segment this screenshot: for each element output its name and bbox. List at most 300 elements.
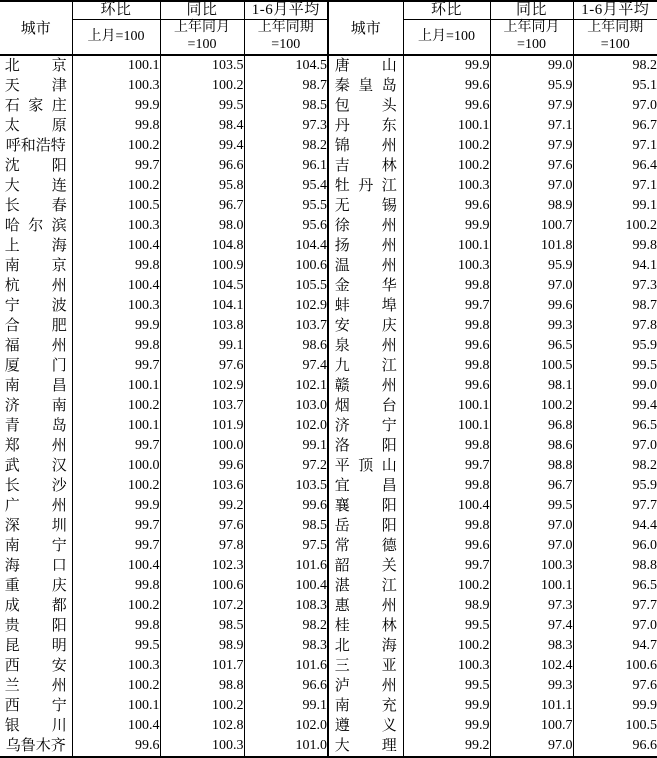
header-sub-line1: 上年同期 (245, 20, 328, 37)
table-header (0, 1, 657, 55)
cell-mom-right: 100.1 (403, 116, 490, 136)
cell-mom-left: 100.4 (72, 716, 160, 736)
row-city-right (328, 156, 403, 176)
table-row (0, 396, 657, 416)
cell-mom-left: 99.7 (72, 536, 160, 556)
row-city-left (0, 536, 72, 556)
cell-mom-left: 100.2 (72, 596, 160, 616)
city-name: 沈阳 (5, 156, 67, 176)
cell-mom-right: 98.9 (403, 596, 490, 616)
cell-yoy-left: 98.5 (160, 616, 244, 636)
cell-avg-right: 97.0 (573, 616, 657, 636)
city-name: 兰州 (5, 676, 67, 696)
row-city-right (328, 416, 403, 436)
cell-yoy-left: 99.6 (160, 456, 244, 476)
cell-mom-right: 100.3 (403, 656, 490, 676)
table-row (0, 116, 657, 136)
cell-mom-right: 100.1 (403, 416, 490, 436)
cell-avg-left: 102.0 (244, 416, 328, 436)
table-row (0, 636, 657, 656)
cell-yoy-left: 100.6 (160, 576, 244, 596)
header-sub-line1: 上年同月 (491, 20, 573, 37)
city-name: 杭州 (5, 276, 67, 296)
row-city-left (0, 556, 72, 576)
city-name: 昆明 (5, 636, 67, 656)
city-name: 惠州 (335, 596, 397, 616)
city-name: 三亚 (335, 656, 397, 676)
cell-avg-left: 103.5 (244, 476, 328, 496)
table-row (0, 536, 657, 556)
cell-mom-left: 100.4 (72, 236, 160, 256)
city-name: 大连 (5, 176, 67, 196)
table-row (0, 476, 657, 496)
row-city-left (0, 716, 72, 736)
city-name: 贵阳 (5, 616, 67, 636)
cell-yoy-left: 100.0 (160, 436, 244, 456)
cell-avg-right: 99.1 (573, 196, 657, 216)
city-name: 合肥 (5, 316, 67, 336)
cell-yoy-left: 98.0 (160, 216, 244, 236)
header-group-mom-right: 环比 (403, 1, 490, 20)
city-name: 蚌埠 (335, 296, 397, 316)
cell-yoy-right: 97.1 (490, 116, 573, 136)
cell-mom-left: 99.8 (72, 576, 160, 596)
cell-yoy-left: 98.9 (160, 636, 244, 656)
city-name: 南充 (335, 696, 397, 716)
table-row (0, 316, 657, 336)
cell-avg-left: 96.6 (244, 676, 328, 696)
header-row-group (0, 1, 657, 20)
row-city-left (0, 636, 72, 656)
cell-yoy-right: 101.1 (490, 696, 573, 716)
row-city-left (0, 496, 72, 516)
city-name: 锦州 (335, 136, 397, 156)
cell-avg-right: 96.5 (573, 416, 657, 436)
table-row (0, 596, 657, 616)
header-group-mom-left: 环比 (72, 1, 160, 20)
header-sub-mom-right (403, 20, 490, 55)
cell-mom-right: 100.2 (403, 576, 490, 596)
cell-yoy-left: 97.6 (160, 356, 244, 376)
city-name: 襄阳 (335, 496, 397, 516)
header-sub-line2: =100 (574, 37, 657, 54)
cell-avg-left: 102.9 (244, 296, 328, 316)
row-city-left (0, 256, 72, 276)
cell-avg-left: 98.5 (244, 96, 328, 116)
table-row (0, 556, 657, 576)
table-row (0, 516, 657, 536)
header-sub-line2: =100 (491, 37, 573, 54)
cell-yoy-right: 97.3 (490, 596, 573, 616)
cell-avg-right: 96.7 (573, 116, 657, 136)
cell-yoy-right: 98.8 (490, 456, 573, 476)
cell-mom-left: 99.6 (72, 736, 160, 757)
row-city-left (0, 696, 72, 716)
cell-mom-right: 100.1 (403, 236, 490, 256)
cell-mom-left: 100.1 (72, 696, 160, 716)
table-row (0, 256, 657, 276)
row-city-left (0, 136, 72, 156)
cell-yoy-left: 99.2 (160, 496, 244, 516)
table-row (0, 376, 657, 396)
city-name: 桂林 (335, 616, 397, 636)
cell-mom-left: 100.3 (72, 216, 160, 236)
row-city-right (328, 356, 403, 376)
header-sub-avg-right (573, 20, 657, 55)
table-row (0, 76, 657, 96)
cell-yoy-right: 97.0 (490, 736, 573, 757)
row-city-right (328, 696, 403, 716)
table-row (0, 616, 657, 636)
cell-yoy-right: 99.3 (490, 676, 573, 696)
row-city-left (0, 96, 72, 116)
row-city-right (328, 716, 403, 736)
city-name: 太原 (5, 116, 67, 136)
header-sub-yoy-left (160, 20, 244, 55)
cell-avg-right: 94.1 (573, 256, 657, 276)
cell-yoy-right: 102.4 (490, 656, 573, 676)
cell-avg-right: 95.9 (573, 476, 657, 496)
cell-avg-left: 105.5 (244, 276, 328, 296)
city-name: 赣州 (335, 376, 397, 396)
cell-avg-right: 99.4 (573, 396, 657, 416)
cell-mom-left: 99.9 (72, 316, 160, 336)
cell-yoy-right: 95.9 (490, 76, 573, 96)
table-row (0, 236, 657, 256)
cell-mom-right: 100.2 (403, 636, 490, 656)
cell-mom-right: 99.6 (403, 336, 490, 356)
table-row (0, 336, 657, 356)
row-city-right (328, 436, 403, 456)
cell-yoy-right: 100.7 (490, 716, 573, 736)
row-city-left (0, 356, 72, 376)
cell-mom-left: 100.2 (72, 676, 160, 696)
row-city-right (328, 556, 403, 576)
header-sub-mom-left (72, 20, 160, 55)
cell-mom-right: 100.3 (403, 256, 490, 276)
cell-yoy-left: 103.7 (160, 396, 244, 416)
city-name: 郑州 (5, 436, 67, 456)
city-name: 泸州 (335, 676, 397, 696)
cell-yoy-left: 103.8 (160, 316, 244, 336)
cell-avg-left: 100.6 (244, 256, 328, 276)
row-city-right (328, 456, 403, 476)
cell-mom-left: 100.5 (72, 196, 160, 216)
cell-mom-right: 99.7 (403, 296, 490, 316)
cell-yoy-left: 103.6 (160, 476, 244, 496)
cell-yoy-left: 104.8 (160, 236, 244, 256)
cell-yoy-right: 99.5 (490, 496, 573, 516)
cell-yoy-right: 96.8 (490, 416, 573, 436)
cell-mom-left: 99.7 (72, 436, 160, 456)
city-name: 宜昌 (335, 476, 397, 496)
cell-yoy-right: 101.8 (490, 236, 573, 256)
table-row (0, 656, 657, 676)
city-name: 海口 (5, 556, 67, 576)
cell-yoy-left: 100.9 (160, 256, 244, 276)
cell-yoy-left: 100.2 (160, 696, 244, 716)
row-city-left (0, 76, 72, 96)
city-name: 徐州 (335, 216, 397, 236)
cell-mom-right: 99.8 (403, 516, 490, 536)
cell-avg-left: 98.2 (244, 616, 328, 636)
cell-yoy-right: 97.9 (490, 96, 573, 116)
row-city-right (328, 296, 403, 316)
cell-mom-left: 100.4 (72, 276, 160, 296)
city-name: 泉州 (335, 336, 397, 356)
cell-avg-right: 97.6 (573, 676, 657, 696)
cell-avg-right: 96.6 (573, 736, 657, 757)
cell-mom-left: 99.8 (72, 256, 160, 276)
cell-avg-left: 99.1 (244, 696, 328, 716)
cell-yoy-right: 99.6 (490, 296, 573, 316)
table-row (0, 696, 657, 716)
cell-avg-left: 102.1 (244, 376, 328, 396)
cell-avg-right: 99.8 (573, 236, 657, 256)
city-name: 唐山 (335, 56, 397, 76)
cell-avg-left: 98.3 (244, 636, 328, 656)
cell-mom-left: 99.8 (72, 616, 160, 636)
city-name: 南昌 (5, 376, 67, 396)
cell-avg-left: 108.3 (244, 596, 328, 616)
cell-mom-left: 99.7 (72, 156, 160, 176)
cell-yoy-left: 102.3 (160, 556, 244, 576)
table-row (0, 436, 657, 456)
cell-mom-right: 100.2 (403, 156, 490, 176)
cell-mom-right: 99.9 (403, 716, 490, 736)
cell-mom-left: 100.0 (72, 456, 160, 476)
city-name: 武汉 (5, 456, 67, 476)
row-city-left (0, 436, 72, 456)
city-name: 温州 (335, 256, 397, 276)
city-name: 宁波 (5, 296, 67, 316)
cell-mom-left: 100.2 (72, 476, 160, 496)
row-city-right (328, 596, 403, 616)
cell-avg-left: 104.4 (244, 236, 328, 256)
row-city-right (328, 496, 403, 516)
cell-yoy-right: 97.4 (490, 616, 573, 636)
row-city-left (0, 55, 72, 76)
row-city-right (328, 396, 403, 416)
cell-mom-left: 99.8 (72, 336, 160, 356)
cell-yoy-right: 97.0 (490, 516, 573, 536)
table-row (0, 576, 657, 596)
cell-avg-left: 95.6 (244, 216, 328, 236)
cell-mom-right: 99.8 (403, 276, 490, 296)
cell-yoy-left: 100.3 (160, 736, 244, 757)
city-name: 长沙 (5, 476, 67, 496)
city-name: 扬州 (335, 236, 397, 256)
cell-avg-right: 99.9 (573, 696, 657, 716)
city-name: 哈尔滨 (5, 216, 67, 236)
cell-mom-right: 99.9 (403, 696, 490, 716)
cell-avg-right: 95.1 (573, 76, 657, 96)
row-city-right (328, 636, 403, 656)
city-name: 包头 (335, 96, 397, 116)
city-name: 乌鲁木齐 (5, 736, 67, 756)
city-name: 遵义 (335, 716, 397, 736)
row-city-left (0, 736, 72, 757)
row-city-left (0, 196, 72, 216)
table-row (0, 136, 657, 156)
row-city-left (0, 216, 72, 236)
cell-mom-left: 100.3 (72, 76, 160, 96)
cell-mom-right: 99.8 (403, 316, 490, 336)
cell-mom-right: 99.2 (403, 736, 490, 757)
cell-mom-right: 99.8 (403, 476, 490, 496)
cell-avg-right: 99.0 (573, 376, 657, 396)
cell-mom-left: 99.7 (72, 516, 160, 536)
cell-avg-left: 98.2 (244, 136, 328, 156)
cell-mom-right: 99.6 (403, 376, 490, 396)
cell-yoy-left: 95.8 (160, 176, 244, 196)
header-sub-line1: 上年同月 (161, 20, 244, 37)
cell-yoy-left: 101.9 (160, 416, 244, 436)
cell-yoy-right: 97.0 (490, 176, 573, 196)
cell-mom-left: 99.9 (72, 496, 160, 516)
cell-yoy-right: 95.9 (490, 256, 573, 276)
cell-avg-right: 98.2 (573, 456, 657, 476)
cell-avg-right: 96.4 (573, 156, 657, 176)
city-name: 牡丹江 (335, 176, 397, 196)
cell-mom-left: 100.2 (72, 396, 160, 416)
table-row (0, 216, 657, 236)
cell-avg-left: 98.6 (244, 336, 328, 356)
row-city-right (328, 136, 403, 156)
row-city-left (0, 396, 72, 416)
city-name: 金华 (335, 276, 397, 296)
cell-mom-right: 99.8 (403, 436, 490, 456)
row-city-left (0, 376, 72, 396)
cell-yoy-right: 99.0 (490, 55, 573, 76)
city-name: 长春 (5, 196, 67, 216)
city-name: 广州 (5, 496, 67, 516)
row-city-right (328, 736, 403, 757)
city-name: 重庆 (5, 576, 67, 596)
cell-avg-right: 97.0 (573, 436, 657, 456)
row-city-left (0, 336, 72, 356)
row-city-left (0, 616, 72, 636)
cell-avg-left: 96.1 (244, 156, 328, 176)
city-name: 九江 (335, 356, 397, 376)
cell-avg-left: 104.5 (244, 55, 328, 76)
city-name: 平顶山 (335, 456, 397, 476)
cell-avg-right: 95.9 (573, 336, 657, 356)
cell-yoy-left: 99.5 (160, 96, 244, 116)
city-name: 丹东 (335, 116, 397, 136)
cell-avg-right: 99.5 (573, 356, 657, 376)
cell-avg-left: 97.5 (244, 536, 328, 556)
header-sub-line2: =100 (245, 37, 328, 54)
cell-yoy-left: 99.1 (160, 336, 244, 356)
cell-mom-left: 99.7 (72, 356, 160, 376)
row-city-right (328, 276, 403, 296)
table-row (0, 716, 657, 736)
row-city-right (328, 656, 403, 676)
cell-yoy-right: 98.3 (490, 636, 573, 656)
cell-avg-left: 102.0 (244, 716, 328, 736)
cell-yoy-left: 101.7 (160, 656, 244, 676)
cell-mom-right: 99.8 (403, 356, 490, 376)
cell-avg-right: 96.0 (573, 536, 657, 556)
cell-avg-right: 100.2 (573, 216, 657, 236)
cell-mom-left: 100.4 (72, 556, 160, 576)
cell-yoy-left: 98.8 (160, 676, 244, 696)
row-city-left (0, 476, 72, 496)
city-name: 湛江 (335, 576, 397, 596)
cell-avg-left: 95.4 (244, 176, 328, 196)
row-city-left (0, 596, 72, 616)
header-group-avg-right: 1-6月平均 (573, 1, 657, 20)
city-name: 青岛 (5, 416, 67, 436)
cell-yoy-right: 96.7 (490, 476, 573, 496)
row-city-left (0, 316, 72, 336)
city-name: 常德 (335, 536, 397, 556)
cell-yoy-right: 97.6 (490, 156, 573, 176)
cell-yoy-right: 98.9 (490, 196, 573, 216)
cell-yoy-right: 97.0 (490, 276, 573, 296)
table-row (0, 356, 657, 376)
city-name: 南京 (5, 256, 67, 276)
header-city-left: 城市 (0, 1, 72, 55)
cell-yoy-right: 99.3 (490, 316, 573, 336)
cell-avg-right: 94.4 (573, 516, 657, 536)
cell-avg-right: 98.7 (573, 296, 657, 316)
cell-avg-right: 98.8 (573, 556, 657, 576)
city-name: 吉林 (335, 156, 397, 176)
cell-mom-right: 99.6 (403, 536, 490, 556)
cell-yoy-left: 102.8 (160, 716, 244, 736)
row-city-left (0, 676, 72, 696)
city-name: 福州 (5, 336, 67, 356)
city-name: 大理 (335, 736, 397, 756)
cell-avg-right: 98.2 (573, 55, 657, 76)
cell-avg-right: 97.1 (573, 176, 657, 196)
cell-yoy-right: 97.9 (490, 136, 573, 156)
cell-avg-right: 96.5 (573, 576, 657, 596)
row-city-right (328, 516, 403, 536)
cell-mom-right: 99.9 (403, 216, 490, 236)
cell-yoy-right: 100.1 (490, 576, 573, 596)
table-row (0, 416, 657, 436)
cell-mom-left: 100.1 (72, 416, 160, 436)
table-row (0, 736, 657, 757)
city-name: 北海 (335, 636, 397, 656)
cell-yoy-left: 103.5 (160, 55, 244, 76)
cell-avg-left: 98.7 (244, 76, 328, 96)
row-city-left (0, 656, 72, 676)
cell-yoy-left: 97.8 (160, 536, 244, 556)
cell-yoy-right: 100.2 (490, 396, 573, 416)
table-row (0, 96, 657, 116)
cell-avg-left: 95.5 (244, 196, 328, 216)
row-city-left (0, 116, 72, 136)
table-row (0, 196, 657, 216)
cell-yoy-left: 97.6 (160, 516, 244, 536)
city-name: 秦皇岛 (335, 76, 397, 96)
city-name: 洛阳 (335, 436, 397, 456)
cell-yoy-right: 100.5 (490, 356, 573, 376)
city-name: 烟台 (335, 396, 397, 416)
city-name: 济宁 (335, 416, 397, 436)
city-name: 西宁 (5, 696, 67, 716)
table-body (0, 55, 657, 757)
cell-yoy-left: 99.4 (160, 136, 244, 156)
cell-avg-left: 101.0 (244, 736, 328, 757)
cell-mom-left: 100.2 (72, 176, 160, 196)
cell-mom-right: 100.2 (403, 136, 490, 156)
city-name: 呼和浩特 (5, 136, 67, 156)
